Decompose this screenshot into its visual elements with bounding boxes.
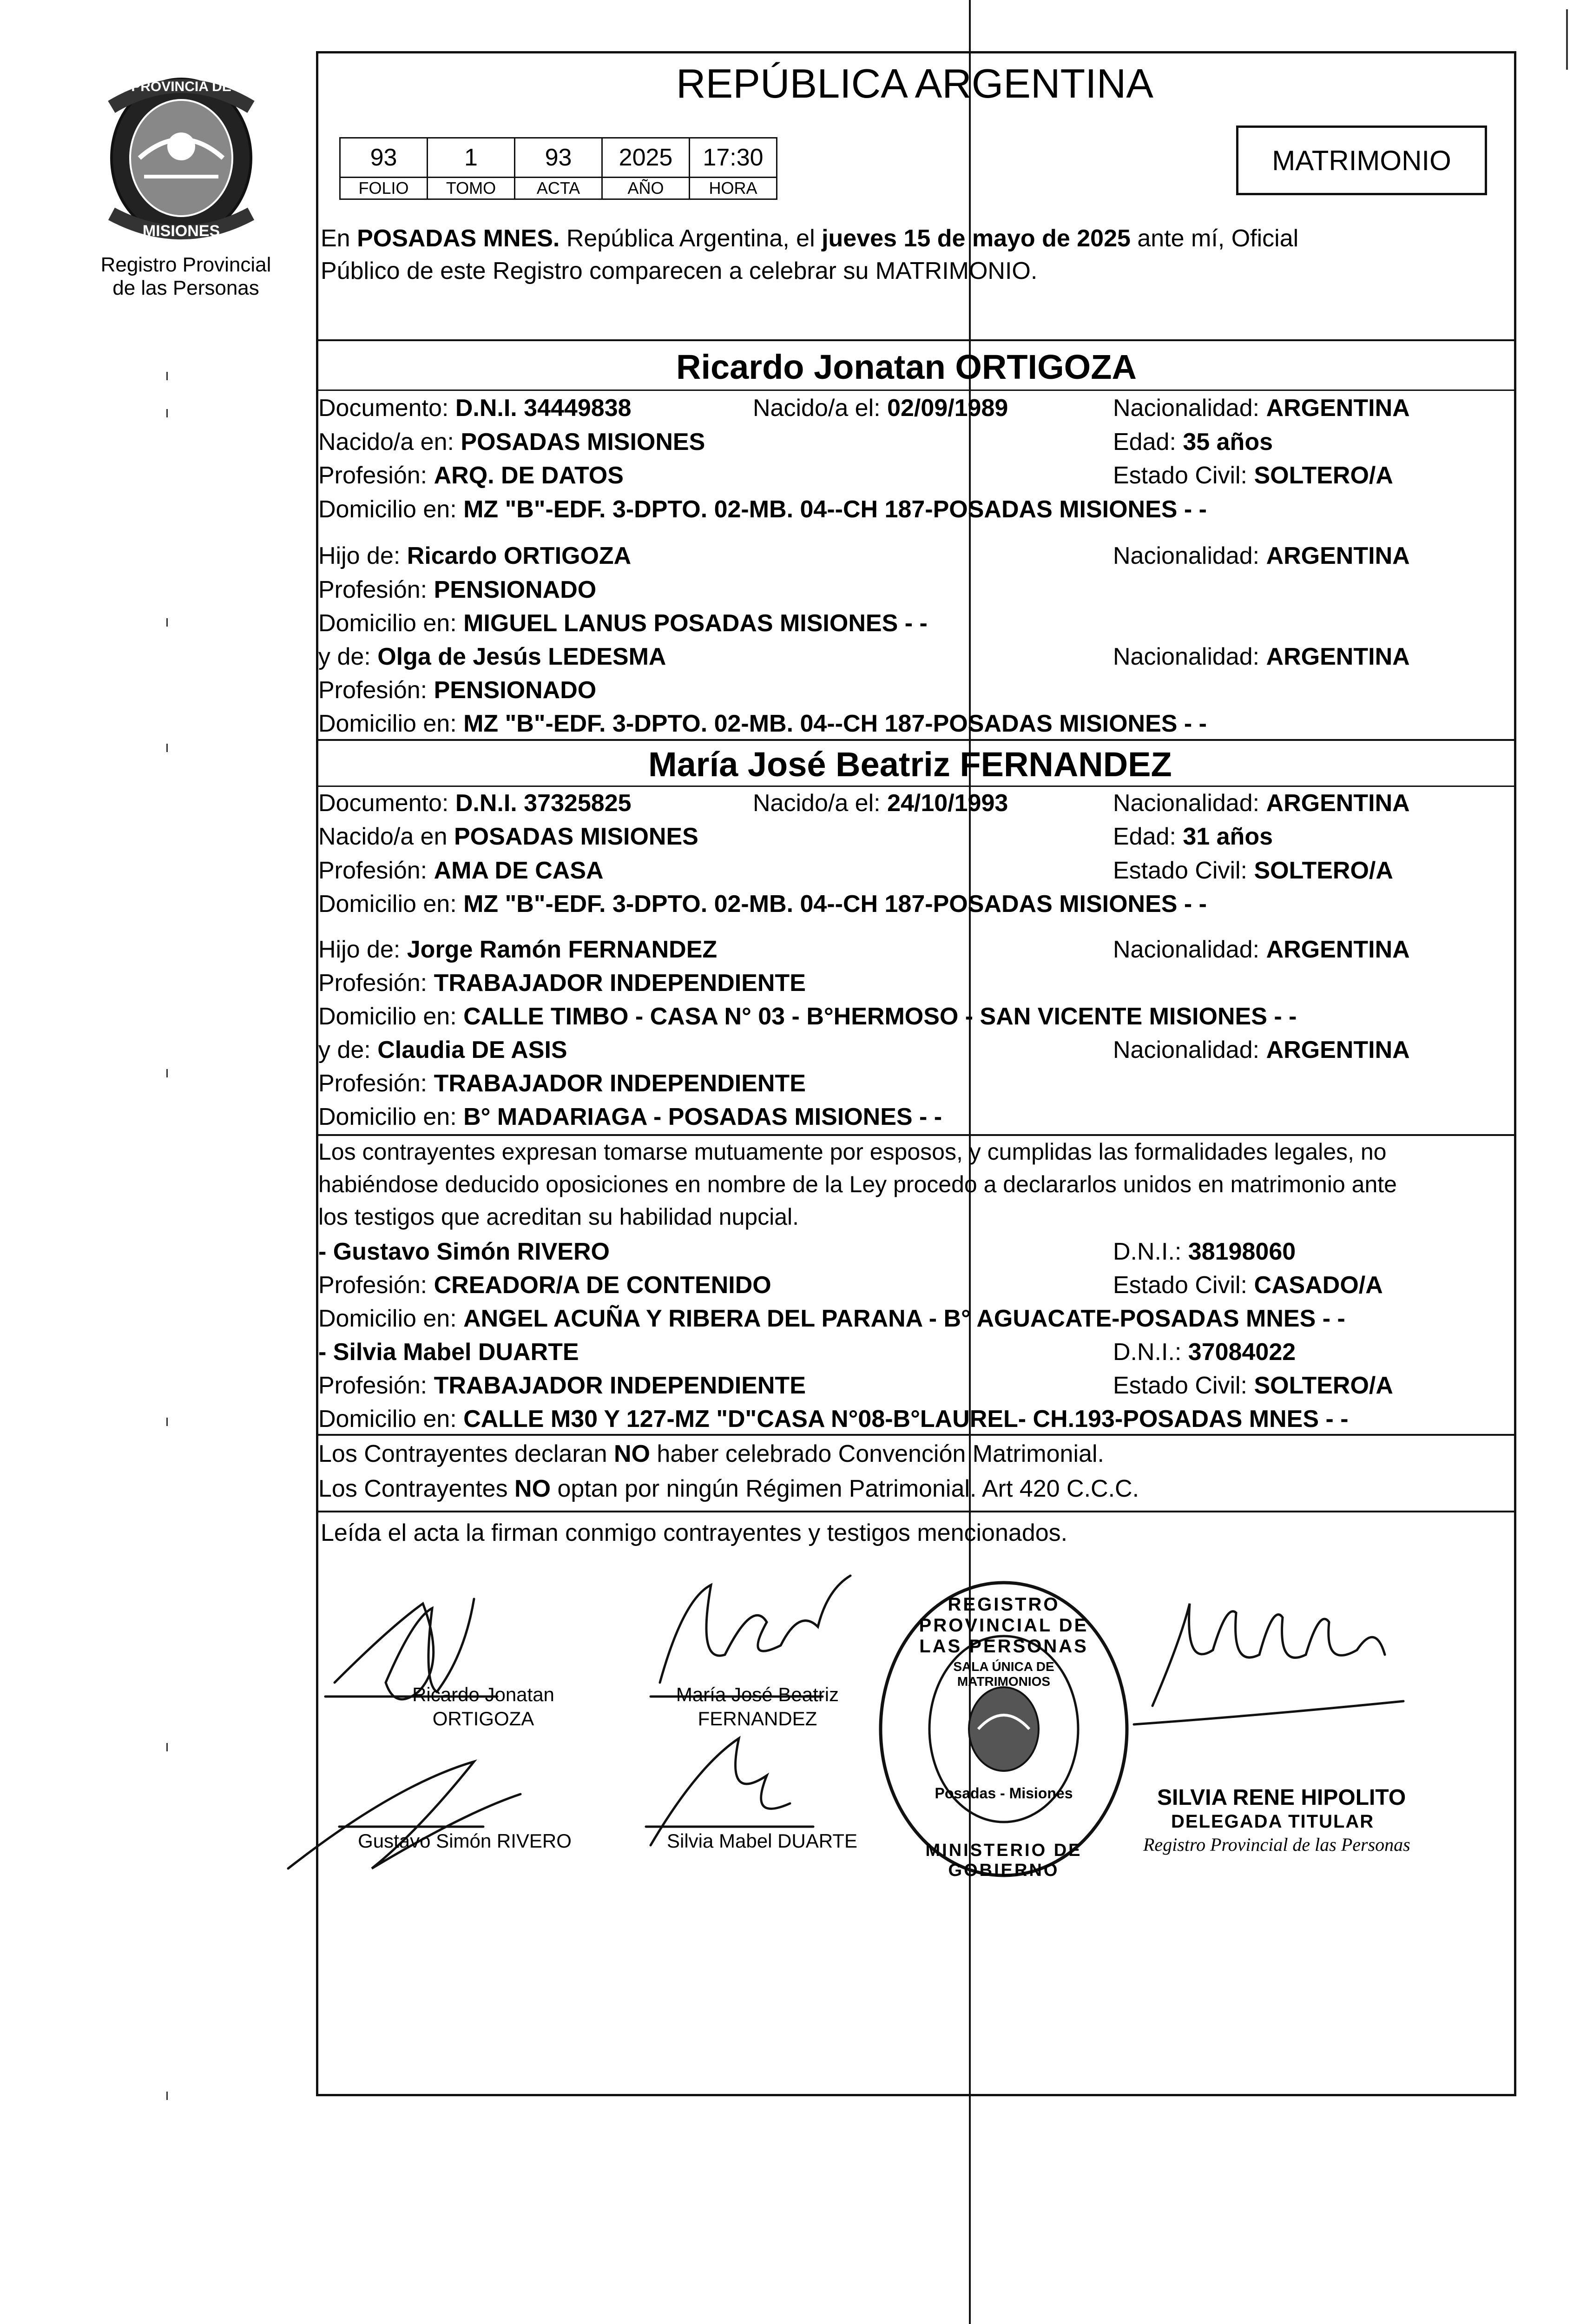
official-org: Registro Provincial de las Personas: [1143, 1834, 1410, 1855]
label: Profesión:: [318, 462, 428, 489]
sig4-label: Silvia Mabel DUARTE: [666, 1830, 857, 1852]
margin-mark: [166, 372, 168, 380]
c1-documento: D.N.I. 34449838: [455, 395, 632, 422]
bullet: -: [318, 1238, 327, 1265]
hora-value: 17:30: [690, 138, 777, 178]
c1-madre-profesion-row: [318, 675, 596, 706]
c2-documento-row: [318, 788, 632, 819]
c2-domicilio: MZ "B"-EDF. 3-DPTO. 02-MB. 04--CH 187-POSADAS MISIONES - -: [463, 891, 1207, 918]
label: Profesión:: [318, 677, 428, 704]
label: Estado Civil:: [1113, 1272, 1247, 1299]
testigo2-dni: 37084022: [1188, 1339, 1296, 1366]
folio-label: FOLIO: [340, 178, 428, 199]
c2-nacido-en-row: [318, 821, 698, 852]
testigo1-domicilio-row: [318, 1303, 1345, 1334]
c1-madre-domicilio: MZ "B"-EDF. 3-DPTO. 02-MB. 04--CH 187-POSADAS MISIONES - -: [463, 710, 1207, 737]
c2-domicilio-row: [318, 889, 1207, 919]
label: Hijo de:: [318, 936, 401, 963]
seal-icon: [84, 70, 279, 246]
sig1-label-line1: Ricardo Jonatan: [412, 1684, 554, 1705]
testigo1-dni-row: [1113, 1236, 1296, 1267]
margin-mark: [166, 1743, 168, 1751]
label: y de:: [318, 1037, 371, 1063]
label: Edad:: [1113, 429, 1176, 456]
label: Estado Civil:: [1113, 857, 1247, 884]
label: D.N.I.:: [1113, 1238, 1182, 1265]
stamp-outer-bottom: MINISTERIO DE GOBIERNO: [925, 1841, 1082, 1880]
c2-madre-domicilio-row: [318, 1102, 942, 1132]
c2-profesion: AMA DE CASA: [434, 857, 604, 884]
tomo-value: 1: [428, 138, 515, 178]
seal-bottom-text: MISIONES: [142, 222, 220, 240]
label: Nacido/a en: [318, 823, 448, 850]
testigo2-estado-civil-row: [1113, 1370, 1393, 1401]
label: y de:: [318, 643, 371, 670]
c1-nacido-en: POSADAS MISIONES: [461, 429, 705, 456]
label: Nacido/a el:: [753, 395, 881, 422]
tomo-label: TOMO: [428, 178, 515, 199]
c1-estado-civil-row: [1113, 460, 1393, 491]
c1-estado-civil: SOLTERO/A: [1254, 462, 1393, 489]
label: Documento:: [318, 395, 449, 422]
c2-madre-domicilio: B° MADARIAGA - POSADAS MISIONES - -: [463, 1103, 942, 1130]
c2-profesion-row: [318, 855, 604, 886]
c2-nacionalidad: ARGENTINA: [1266, 790, 1410, 817]
official-stamp: [874, 1576, 1134, 1882]
acta-value: 93: [515, 138, 602, 178]
c1-profesion-row: [318, 460, 624, 491]
sig2-label-line1: María José Beatriz: [676, 1684, 839, 1705]
testigo2-name-row: [318, 1337, 579, 1367]
c1-nacido-en-row: [318, 427, 705, 457]
c2-padre-profesion: TRABAJADOR INDEPENDIENTE: [434, 970, 806, 997]
c2-padre-domicilio-row: [318, 1001, 1297, 1032]
testigo2-domicilio: CALLE M30 Y 127-MZ "D"CASA N°08-B°LAUREL- CH.193-POSADAS MNES - -: [463, 1406, 1349, 1433]
divider: [316, 786, 1516, 787]
sig3-label: Gustavo Simón RIVERO: [358, 1830, 572, 1852]
contrayente1-name: [676, 346, 1137, 388]
intro-line2: Público de este Registro comparecen a celebrar su MATRIMONIO.: [321, 257, 1038, 284]
text: haber celebrado Convención Matrimonial.: [657, 1440, 1104, 1467]
label: Nacionalidad:: [1113, 790, 1260, 817]
seal-top-text: PROVINCIA DE: [131, 79, 231, 94]
acta-label: ACTA: [515, 178, 602, 199]
label: Profesión:: [318, 1272, 428, 1299]
c2-nacido-el-row: [753, 788, 1008, 819]
folio-value: 93: [340, 138, 428, 178]
intro-mid: República Argentina, el: [566, 225, 815, 252]
declaration-line1: Los contrayentes expresan tomarse mutuamente por esposos, y cumplidas las formalidades legales, no: [318, 1139, 1387, 1165]
c1-madre-profesion: PENSIONADO: [434, 677, 597, 704]
label: Edad:: [1113, 823, 1176, 850]
c2-madre-nacionalidad-row: [1113, 1035, 1410, 1065]
label: Domicilio en:: [318, 1305, 457, 1332]
c1-padre-domicilio-row: [318, 608, 928, 639]
label: Domicilio en:: [318, 710, 457, 737]
label: D.N.I.:: [1113, 1339, 1182, 1366]
c2-madre-nacionalidad: ARGENTINA: [1266, 1037, 1410, 1063]
label: Domicilio en:: [318, 496, 457, 523]
text: optan por ningún Régimen Patrimonial. Art 420 C.C.C.: [557, 1475, 1139, 1502]
margin-mark: [166, 2092, 168, 2100]
label: Profesión:: [318, 970, 428, 997]
testigo1-name-row: [318, 1236, 610, 1267]
label: Nacido/a el:: [753, 790, 881, 817]
label: Nacionalidad:: [1113, 395, 1260, 422]
testigo1-estado-civil: CASADO/A: [1254, 1272, 1383, 1299]
c1-madre-domicilio-row: [318, 708, 1207, 739]
intro-line1: [321, 223, 1298, 254]
divider: [316, 1434, 1516, 1436]
text-bold: NO: [613, 1440, 650, 1467]
label: Domicilio en:: [318, 1103, 457, 1130]
c2-padre: Jorge Ramón FERNANDEZ: [407, 936, 718, 963]
c1-padre-profesion-row: [318, 574, 596, 605]
c2-padre-profesion-row: [318, 968, 806, 998]
convencion-line1: [318, 1439, 1104, 1469]
label: Profesión:: [318, 857, 428, 884]
record-type-box: MATRIMONIO: [1236, 125, 1487, 195]
c2-nacido-el: 24/10/1993: [887, 790, 1008, 817]
label: Hijo de:: [318, 542, 401, 569]
c2-padre-row: [318, 934, 717, 965]
label: Domicilio en:: [318, 1003, 457, 1030]
c2-edad-row: [1113, 821, 1273, 852]
official-name: SILVIA RENE HIPOLITO: [1157, 1785, 1406, 1810]
stamp-outer-top: REGISTRO PROVINCIAL DE LAS PERSONAS: [919, 1594, 1089, 1657]
c1-domicilio: MZ "B"-EDF. 3-DPTO. 02-MB. 04--CH 187-POSADAS MISIONES - -: [463, 496, 1207, 523]
official-role: DELEGADA TITULAR: [1171, 1811, 1375, 1832]
margin-mark: [166, 409, 168, 417]
divider: [316, 739, 1516, 741]
label: Domicilio en:: [318, 610, 457, 637]
convencion-line2: [318, 1473, 1139, 1504]
c2-madre: Claudia DE ASIS: [377, 1037, 567, 1063]
contrayente2-name: [648, 744, 1172, 786]
testigo1-domicilio: ANGEL ACUÑA Y RIBERA DEL PARANA - B° AGUACATE-POSADAS MNES - -: [463, 1305, 1345, 1332]
edge-mark: [1566, 9, 1568, 70]
c2-documento: D.N.I. 37325825: [455, 790, 632, 817]
official-signature: [1125, 1548, 1450, 1789]
label: Nacido/a en:: [318, 429, 454, 456]
c1-padre-row: [318, 541, 631, 571]
testigo2-profesion: TRABAJADOR INDEPENDIENTE: [434, 1372, 806, 1399]
logo-caption-line2: de las Personas: [112, 277, 259, 299]
label: Documento:: [318, 790, 449, 817]
contrayente2-surname: FERNANDEZ: [960, 745, 1172, 784]
sig1-label-line2: ORTIGOZA: [432, 1708, 534, 1730]
c1-edad: 35 años: [1183, 429, 1273, 456]
intro-line1-end: ante mí, Oficial: [1137, 225, 1299, 252]
divider: [316, 1511, 1516, 1512]
intro-city: POSADAS MNES.: [357, 225, 560, 252]
testigo1-estado-civil-row: [1113, 1270, 1383, 1301]
anio-label: AÑO: [602, 178, 690, 199]
testigo1-profesion-row: [318, 1270, 771, 1301]
text: Los Contrayentes declaran: [318, 1440, 607, 1467]
label: Profesión:: [318, 576, 428, 603]
divider: [316, 390, 1516, 391]
testigo2-dni-row: [1113, 1337, 1296, 1367]
testigo2-estado-civil: SOLTERO/A: [1254, 1372, 1393, 1399]
hora-label: HORA: [690, 178, 777, 199]
c1-madre-row: [318, 641, 666, 672]
label: Profesión:: [318, 1372, 428, 1399]
c1-padre-domicilio: MIGUEL LANUS POSADAS MISIONES - -: [463, 610, 928, 637]
testigo1-profesion: CREADOR/A DE CONTENIDO: [434, 1272, 771, 1299]
testigo1-dni: 38198060: [1188, 1238, 1296, 1265]
republic-title: REPÚBLICA ARGENTINA: [676, 60, 1153, 106]
testigo1-name: Gustavo Simón RIVERO: [333, 1238, 610, 1265]
c1-profesion: ARQ. DE DATOS: [434, 462, 624, 489]
c2-madre-profesion-row: [318, 1068, 806, 1099]
c2-estado-civil: SOLTERO/A: [1254, 857, 1393, 884]
testigo2-name: Silvia Mabel DUARTE: [333, 1339, 579, 1366]
misiones-seal-logo: [84, 70, 279, 246]
c1-madre-nacionalidad: ARGENTINA: [1266, 643, 1410, 670]
c1-documento-row: [318, 393, 632, 423]
bullet: -: [318, 1339, 327, 1366]
label: Domicilio en:: [318, 891, 457, 918]
label: Estado Civil:: [1113, 1372, 1247, 1399]
acta-header-fields: [339, 137, 777, 200]
c2-madre-row: [318, 1035, 567, 1065]
c1-edad-row: [1113, 427, 1273, 457]
declaration-line3: los testigos que acreditan su habilidad nupcial.: [318, 1204, 799, 1230]
anio-value: 2025: [602, 138, 690, 178]
c1-madre: Olga de Jesús LEDESMA: [377, 643, 666, 670]
sig2-label-line2: FERNANDEZ: [698, 1708, 817, 1730]
c2-padre-domicilio: CALLE TIMBO - CASA N° 03 - B°HERMOSO - SAN VICENTE MISIONES - -: [463, 1003, 1297, 1030]
text: Los Contrayentes: [318, 1475, 508, 1502]
c1-domicilio-row: [318, 494, 1207, 525]
c1-nacionalidad-row: [1113, 393, 1410, 423]
margin-mark: [166, 618, 168, 627]
c2-nacionalidad-row: [1113, 788, 1410, 819]
c2-estado-civil-row: [1113, 855, 1393, 886]
contrayente2-first-names: María José Beatriz: [648, 745, 950, 784]
testigo2-profesion-row: [318, 1370, 806, 1401]
text-bold: NO: [514, 1475, 551, 1502]
c1-nacionalidad: ARGENTINA: [1266, 395, 1410, 422]
label: Nacionalidad:: [1113, 643, 1260, 670]
declaration-line2: habiéndose deducido oposiciones en nombre de la Ley procedo a declararlos unidos en matrimonio ante: [318, 1171, 1397, 1197]
c2-edad: 31 años: [1183, 823, 1273, 850]
c1-padre-profesion: PENSIONADO: [434, 576, 597, 603]
c2-padre-nacionalidad-row: [1113, 934, 1410, 965]
c1-padre-nacionalidad-row: [1113, 541, 1410, 571]
c2-madre-profesion: TRABAJADOR INDEPENDIENTE: [434, 1070, 806, 1097]
testigo2-domicilio-row: [318, 1404, 1349, 1434]
label: Profesión:: [318, 1070, 428, 1097]
closing-statement: Leída el acta la firman conmigo contrayentes y testigos mencionados.: [321, 1519, 1068, 1546]
c1-padre-nacionalidad: ARGENTINA: [1266, 542, 1410, 569]
c1-padre: Ricardo ORTIGOZA: [407, 542, 632, 569]
c1-nacido-el-row: [753, 393, 1008, 423]
label: Nacionalidad:: [1113, 936, 1260, 963]
divider: [316, 1134, 1516, 1136]
label: Nacionalidad:: [1113, 1037, 1260, 1063]
intro-prefix: En: [321, 225, 350, 252]
stamp-inner: SALA ÚNICA DE MATRIMONIOS: [953, 1659, 1054, 1689]
logo-caption-line1: Registro Provincial: [100, 253, 271, 276]
margin-mark: [166, 1069, 168, 1077]
intro-date: jueves 15 de mayo de 2025: [822, 225, 1131, 252]
c2-padre-nacionalidad: ARGENTINA: [1266, 936, 1410, 963]
c2-nacido-en: POSADAS MISIONES: [454, 823, 698, 850]
c1-nacido-el: 02/09/1989: [887, 395, 1008, 422]
stamp-city: Posadas - Misiones: [935, 1785, 1073, 1802]
contrayente1-surname: ORTIGOZA: [955, 348, 1137, 386]
divider: [316, 339, 1516, 341]
margin-mark: [166, 1418, 168, 1426]
c1-madre-nacionalidad-row: [1113, 641, 1410, 672]
label: Nacionalidad:: [1113, 542, 1260, 569]
label: Domicilio en:: [318, 1406, 457, 1433]
contrayente1-first-names: Ricardo Jonatan: [676, 348, 946, 386]
handwritten-signatures: [279, 1543, 976, 1924]
label: Estado Civil:: [1113, 462, 1247, 489]
margin-mark: [166, 744, 168, 752]
